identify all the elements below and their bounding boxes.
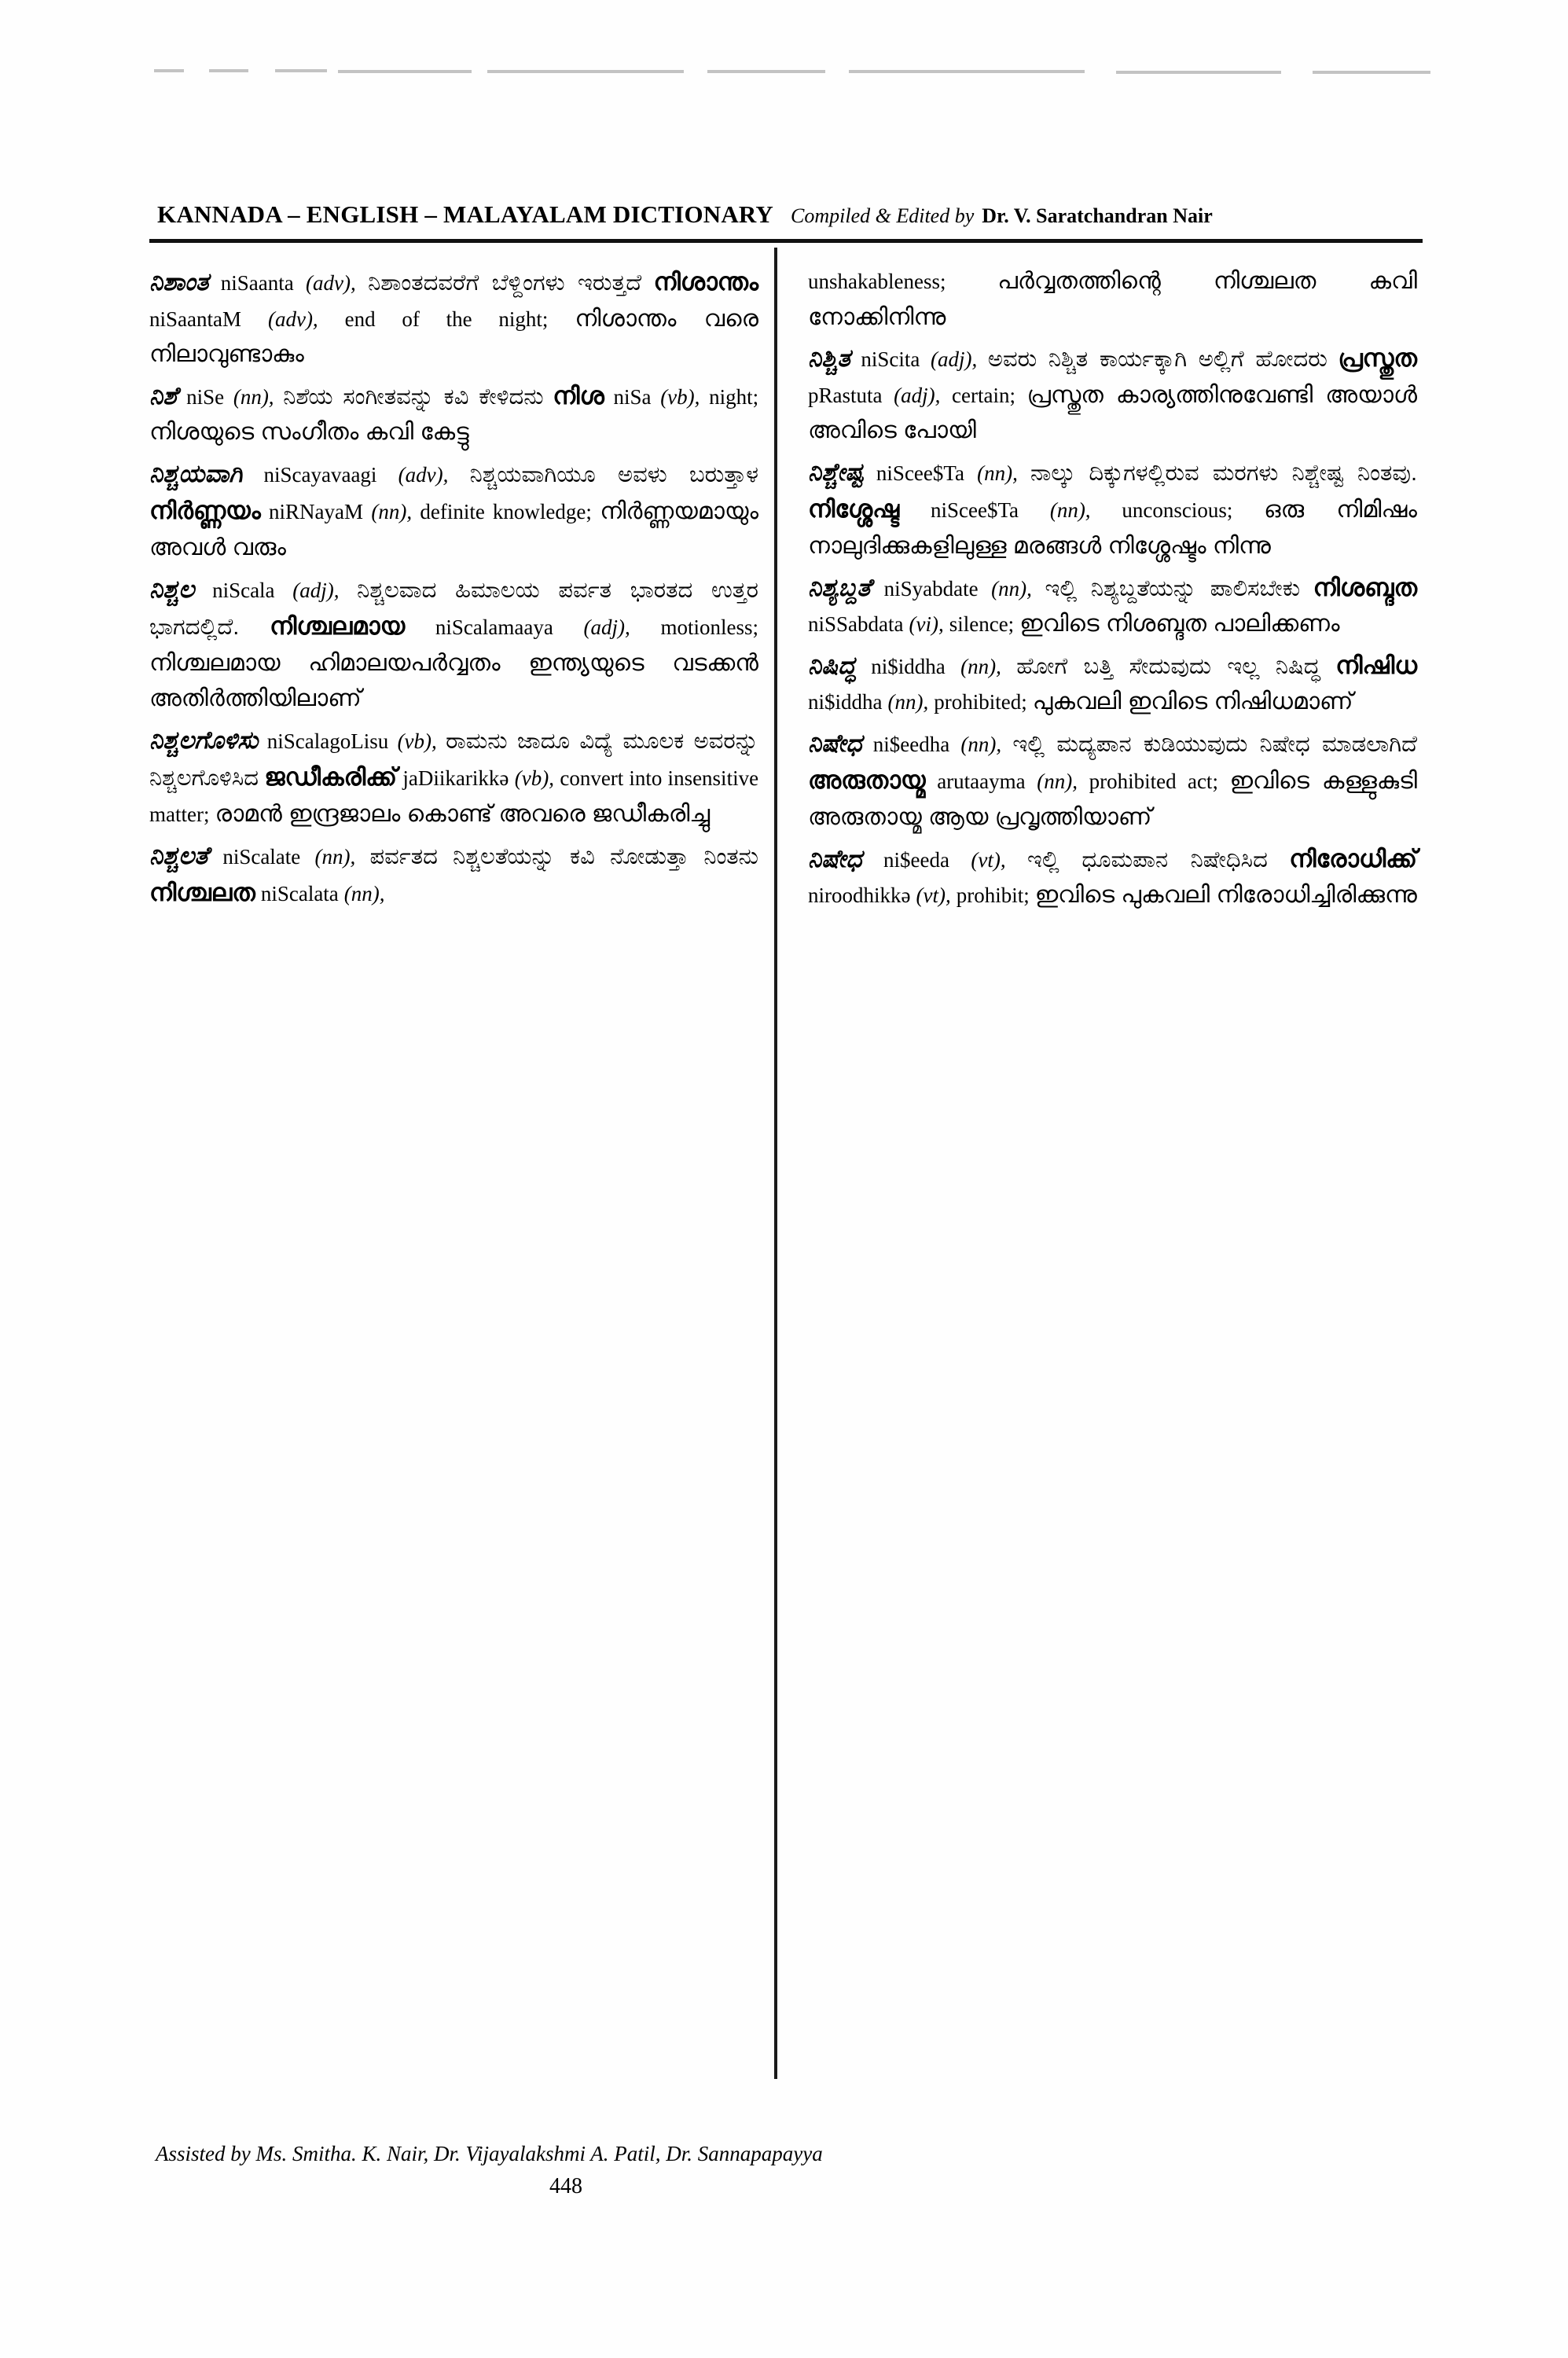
page-footer [149, 2142, 1423, 2199]
dictionary-entry [808, 647, 1417, 720]
malayalam-example: പർവ്വതത്തിന്റെ നിശ്ചലത കവി നോക്കിനിന്നു [808, 268, 1418, 330]
kannada-example: ಇಲ್ಲಿ ನಿಶ್ಯಬ್ದತೆಯನ್ನು ಪಾಲಿಸಬೇಕು [1045, 575, 1301, 601]
part-of-speech: (adv), [306, 271, 356, 295]
scan-artifact-mark [275, 69, 327, 72]
kannada-romanization: ni$eeda [883, 847, 949, 872]
part-of-speech: (vb), [660, 384, 700, 409]
dictionary-entry [149, 377, 758, 450]
kannada-romanization: niScalate [222, 844, 301, 869]
malayalam-example: നിശാന്തം വരെ നിലാവുണ്ടാകും [149, 305, 759, 368]
kannada-headword: ನಿಶ್ಚಿತ [808, 344, 850, 373]
english-gloss: definite knowledge; [420, 500, 592, 524]
malayalam-example: പുകവലി ഇവിടെ നിഷിധമാണ് [1032, 689, 1353, 715]
part-of-speech: (nn), [977, 461, 1018, 485]
dictionary-title: KANNADA – ENGLISH – MALAYALAM DICTIONARY [157, 200, 774, 228]
part-of-speech: (nn), [960, 732, 1002, 756]
scan-artifact-mark [1313, 71, 1430, 74]
entry-continuation [808, 263, 1417, 335]
malayalam-romanization: ni$iddha [808, 690, 883, 714]
part-of-speech: (nn), [314, 844, 356, 869]
scan-artifact-mark [154, 69, 184, 72]
english-gloss: unshakableness; [808, 270, 946, 293]
malayalam-headword: നിരോധിക്ക് [1289, 844, 1418, 872]
kannada-romanization: niScayavaagi [263, 462, 377, 487]
malayalam-example: നിർണ്ണയമായും അവൾ വരും [149, 498, 759, 561]
part-of-speech: (nn), [233, 384, 274, 409]
scan-artifact-mark [849, 70, 1085, 73]
malayalam-romanization: niScalata [260, 882, 339, 906]
kannada-romanization: ni$eedha [872, 732, 950, 756]
kannada-headword: ನಿಶ್ಚಲಗೊಳಿಸು [149, 725, 259, 754]
kannada-headword: ನಿಶ್ಚಲ [149, 575, 195, 603]
assisted-by-credit: Assisted by Ms. Smitha. K. Nair, Dr. Vijayalakshmi A. Patil, Dr. Sannapapayya [156, 2142, 823, 2165]
byline-prefix: Compiled & Edited by [791, 204, 975, 227]
part-of-speech: (vt), [971, 847, 1006, 872]
running-header [149, 200, 1423, 229]
part-of-speech: (adj), [894, 383, 941, 407]
scan-artifact-mark [338, 70, 472, 73]
dictionary-entry [149, 263, 758, 373]
kannada-headword: ನಿಶೆ [149, 381, 178, 410]
kannada-headword: ನಿಷೇಧ [808, 844, 862, 872]
scan-artifact-mark [209, 69, 248, 72]
malayalam-example: പ്രസ്തുത കാര്യത്തിനുവേണ്ടി അയാൾ അവിടെ പോയി [808, 381, 1417, 444]
dictionary-entry [149, 837, 758, 912]
kannada-headword: ನಿಶ್ಚಯವಾಗಿ [149, 459, 243, 487]
part-of-speech: (nn), [1049, 498, 1091, 523]
part-of-speech: (nn), [960, 654, 1001, 678]
part-of-speech: (adj), [931, 347, 978, 372]
two-column-body [149, 263, 1423, 2063]
part-of-speech: (adv), [267, 307, 318, 331]
malayalam-romanization: jaDiikarikkə [402, 766, 509, 791]
malayalam-romanization: niScee$Ta [930, 498, 1019, 523]
dictionary-entry [808, 454, 1417, 564]
dictionary-entry [808, 340, 1417, 449]
dictionary-entry [149, 722, 758, 832]
kannada-example: ನಿಶೆಯ ಸಂಗೀತವನ್ನು ಕವಿ ಕೇಳಿದನು [283, 384, 544, 410]
english-gloss: silence; [949, 612, 1015, 637]
kannada-headword: ನಿಶಾಂತ [149, 268, 209, 296]
dictionary-entry [808, 840, 1417, 913]
malayalam-headword: നിശ്ചലത [149, 879, 255, 907]
malayalam-romanization: niSa [613, 384, 652, 409]
kannada-example: ನಾಲ್ಕು ದಿಕ್ಕುಗಳಲ್ಲಿರುವ ಮರಗಳು ನಿಶ್ಚೇಷ್ಟ ನಿಂತವು. [1030, 460, 1418, 486]
kannada-example: ನಿಶ್ಚಯವಾಗಿಯೂ ಅವಳು ಬರುತ್ತಾಳ [469, 461, 759, 487]
kannada-example: ಇಲ್ಲಿ ಮದ್ಯಪಾನ ಕುಡಿಯುವುದು ನಿಷೇಧ ಮಾಡಲಾಗಿದೆ [1012, 731, 1418, 757]
malayalam-headword: നിശ [553, 381, 604, 410]
part-of-speech: (vb), [397, 729, 437, 753]
english-gloss: motionless; [660, 615, 758, 640]
kannada-romanization: niSaanta [220, 271, 294, 295]
malayalam-romanization: niRNayaM [269, 500, 364, 524]
part-of-speech: (nn), [887, 690, 929, 714]
kannada-example: ಅವರು ನಿಶ್ಚಿತ ಕಾರ್ಯಕ್ಕಾಗಿ ಅಲ್ಲಿಗೆ ಹೋದರು [987, 347, 1327, 373]
english-gloss: prohibit; [956, 883, 1030, 908]
kannada-romanization: niSyabdate [883, 576, 979, 601]
malayalam-romanization: niroodhikkə [808, 883, 911, 908]
kannada-romanization: niScalagoLisu [266, 729, 389, 753]
english-gloss: prohibited act; [1089, 769, 1218, 794]
dictionary-entry [808, 725, 1417, 836]
kannada-example: ಇಲ್ಲಿ ಧೂಮಪಾನ ನಿಷೇಧಿಸಿದ [1027, 847, 1268, 872]
malayalam-romanization: niScalamaaya [435, 615, 553, 640]
part-of-speech: (nn), [343, 882, 385, 906]
byline-editor-name: Dr. V. Saratchandran Nair [982, 204, 1213, 227]
malayalam-headword: നിശ്ചലമായ [270, 612, 406, 641]
kannada-romanization: ni$iddha [871, 654, 946, 678]
english-gloss: night; [709, 384, 759, 409]
malayalam-headword: നിഷിധ [1335, 651, 1418, 679]
kannada-headword: ನಿಶ್ಚೇಷ್ಟ [808, 457, 864, 486]
scan-artifact-mark [1116, 71, 1281, 74]
malayalam-example: ഇവിടെ പുകവലി നിരോധിച്ചിരിക്കുന്നു [1034, 882, 1417, 909]
malayalam-romanization: niSSabdata [808, 612, 904, 637]
scan-artifact-mark [707, 70, 825, 73]
malayalam-romanization: niSaantaM [149, 307, 241, 331]
english-gloss: unconscious; [1122, 498, 1233, 523]
malayalam-example: നിശ്ചലമായ ഹിമാലയപർവ്വതം ഇന്ത്യയുടെ വടക്കൻ അതിർത്തിയിലാണ് [149, 649, 758, 712]
malayalam-headword: അരുതായ്മ [808, 766, 926, 795]
dictionary-entry [149, 455, 758, 566]
malayalam-example: ഇവിടെ നിശബ്ദത പാലിക്കണം [1019, 611, 1340, 637]
kannada-example: ಪರ್ವತದ ನಿಶ್ಚಲತೆಯನ್ನು ಕವಿ ನೋಡುತ್ತಾ ನಿಂತನು [369, 843, 759, 869]
malayalam-headword: പ്രസ്തുത [1338, 344, 1418, 373]
kannada-romanization: niScee$Ta [876, 461, 964, 485]
kannada-example: ನಿಶ್ಚಲವಾದ ಹಿಮಾಲಯ ಪರ್ವತ ಭಾರತದ ಉತ್ತರ ಭಾಗದಲ್ಲಿದೆ. [149, 577, 758, 641]
malayalam-example: നിശയുടെ സംഗീതം കവി കേട്ടു [149, 419, 469, 446]
column-divider-rule [774, 248, 777, 2079]
malayalam-headword: നിർണ്ണയം [149, 497, 261, 525]
malayalam-example: രാമൻ ഇന്ദ്രജാലം കൊണ്ട് അവരെ ജഡീകരിച്ചു [215, 800, 711, 827]
header-divider-rule [149, 239, 1423, 243]
malayalam-headword: നിശാന്തം [653, 268, 759, 296]
part-of-speech: (adj), [292, 578, 340, 602]
english-gloss: certain; [952, 383, 1015, 407]
malayalam-romanization: pRastuta [808, 383, 883, 407]
malayalam-example: ഒരു നിമിഷം നാലുദിക്കുകളിലുള്ള മരങ്ങൾ നിശ്ശേഷ്ടം നിന്നു [808, 497, 1418, 560]
kannada-headword: ನಿಷೇಧ [808, 729, 862, 757]
malayalam-example: ഇവിടെ കള്ളുകുടി അരുതായ്മ ആയ പ്രവൃത്തിയാണ് [808, 768, 1418, 831]
malayalam-headword: നിശ്ശേഷ്ട [808, 495, 900, 523]
kannada-headword: ನಿಶ್ಚಲತೆ [149, 841, 209, 869]
malayalam-headword: ജഡീകരിക്ക് [264, 763, 397, 792]
page-content [149, 200, 1423, 2063]
part-of-speech: (adj), [583, 615, 630, 640]
part-of-speech: (vi), [909, 612, 944, 637]
kannada-romanization: niScita [861, 347, 920, 372]
kannada-example: ನಿಶಾಂತದವರೆಗೆ ಬೆಳ್ದಿಂಗಳು ಇರುತ್ತದೆ [368, 270, 642, 296]
page-number: 448 [549, 2174, 582, 2198]
kannada-example: ರಾಮನು ಜಾದೂ ವಿದ್ಯೆ ಮೂಲಕ ಅವರನ್ನು ನಿಶ್ಚಲಗೊಳಿಸಿದ [149, 728, 759, 792]
kannada-headword: ನಿಷಿದ್ಧ [808, 651, 856, 679]
kannada-example: ಹೋಗೆ ಬತ್ತಿ ಸೇದುವುದು ಇಲ್ಲ ನಿಷಿದ್ಧ [1016, 653, 1320, 679]
part-of-speech: (nn), [371, 500, 413, 524]
kannada-romanization: niScala [212, 578, 275, 602]
scan-artifact-mark [487, 70, 684, 73]
right-column [808, 263, 1417, 2063]
malayalam-headword: നിശബ്ദത [1313, 573, 1418, 601]
part-of-speech: (vb), [514, 766, 554, 791]
malayalam-romanization: arutaayma [937, 769, 1026, 794]
part-of-speech: (nn), [991, 576, 1032, 601]
left-column [149, 263, 773, 2063]
kannada-headword: ನಿಶ್ಯಬ್ದತೆ [808, 573, 871, 601]
part-of-speech: (nn), [1037, 769, 1078, 794]
kannada-romanization: niSe [186, 384, 225, 409]
part-of-speech: (adv), [398, 462, 449, 487]
english-gloss: convert into insensitive matter; [149, 766, 759, 826]
part-of-speech: (vt), [916, 883, 951, 908]
dictionary-entry [808, 569, 1417, 642]
english-gloss: prohibited; [934, 690, 1027, 714]
english-gloss: end of the night; [344, 307, 549, 331]
dictionary-entry [149, 571, 758, 717]
